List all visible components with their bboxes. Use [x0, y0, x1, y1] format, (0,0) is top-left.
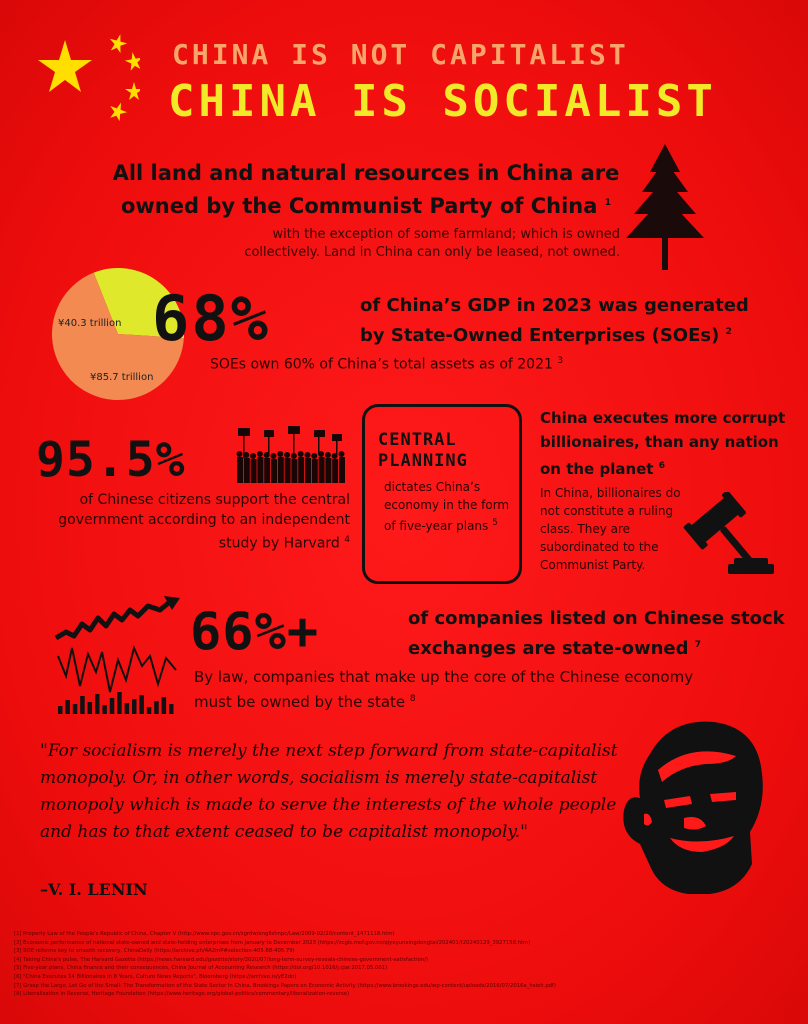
lenin-portrait: [610, 714, 778, 898]
stocks-percent: 66%+: [190, 602, 320, 662]
land-headline: All land and natural resources in China are owned by the Communist Party of China $^1$: [112, 161, 620, 218]
reference-item: [6] "China Executes 14 Billionaires in 8 Years, Culture News Reports", Bloomberg (https://archive.is/yE2dn): [14, 973, 297, 980]
title-line-1: CHINA IS NOT CAPITALIST: [172, 38, 629, 71]
central-planning-title: CENTRAL PLANNING: [378, 430, 468, 471]
title-line-2: CHINA IS SOCIALIST: [168, 76, 717, 127]
stocks-subtext: By law, companies that make up the core of the Chinese economy must be owned by the state $^8$: [194, 668, 694, 711]
reference-item: [8] Liberalization in Reverse, Heritage Foundation (https://www.heritage.org/global-politics/commentary/liberalization-reverse): [14, 991, 350, 998]
support-percent: 95.5%: [36, 432, 186, 488]
pie-label-1: ¥40.3 trillion: [58, 318, 122, 329]
reference-item: [2] Economic performance of national state-owned and state-holding enterprises from January to December 2023 (https://zcgls.mof.gov.cn/qiyeyunxingdongtai/202401/t20240129_3927158.htm): [14, 939, 531, 946]
stocks-headline: of companies listed on Chinese stock exchanges are state-owned $^7$: [408, 608, 785, 659]
pie-label-2: ¥85.7 trillion: [90, 372, 154, 383]
reference-item: [4] Taking China's pulse, The Harvard Gazette (https://news.harvard.edu/gazette/story/2020/07/long-term-survey-reveals-chinese-government-satisfaction/): [14, 956, 428, 963]
reference-item: [7] Grasp the Large, Let Go of the Small: The Transformation of the State Sector in China, Brookings Papers on Economic Activity (https://www.brookings.edu/wp-content/uploads/2016/07/2016a_hsieh.pdf): [14, 982, 556, 989]
land-subtext: with the exception of some farmland; which is owned collectively. Land in China can only be leased, not owned.: [244, 227, 620, 260]
billionaires-text: In China, billionaires do not constitute a ruling class. They are subordinated to the Communist Party.: [540, 486, 681, 572]
lenin-quote: "For socialism is merely the next step forward from state-capitalist monopoly. Or, in other words, socialism is merely state-capitalist monopoly which is made to serve the interests of the whole people and has to that extent ceased to be capitalist monopoly.": [40, 741, 618, 842]
reference-item: [1] Property Law of the People's Republic of China, Chapter V (http://www.npc.gov.cn/zgrdw/englishnpc/Law/2009-02/20/content_1471118.htm): [14, 931, 395, 937]
quote-author: –V. I. LENIN: [40, 880, 148, 899]
central-planning-text: dictates China’s economy in the form of five-year plans $^5$: [384, 480, 510, 533]
stock-chart-icon: [52, 596, 182, 716]
gdp-percent: 68%: [152, 282, 270, 355]
reference-item: [3] SOE reforms key to smooth recovery, ChinaDaily (https://archive.ph/4A2mP#selection-405.68-405.79): [14, 948, 295, 955]
protest-crowd-icon: [234, 426, 346, 484]
gdp-subtext: SOEs own 60% of China’s total assets as of 2021 $^3$: [210, 356, 564, 373]
gdp-headline: of China’s GDP in 2023 was generated by State-Owned Enterprises (SOEs) $^2$: [360, 295, 749, 346]
reference-item: [5] Five-year plans, China finance and their consequences, China Journal of Accounting Research (https://doi.org/10.1016/j.cjar.2017.05.001): [14, 965, 388, 972]
gavel-icon: [672, 492, 782, 582]
star-icon: [30, 30, 140, 125]
billionaires-headline: China executes more corrupt billionaires, than any nation on the planet $^6$: [540, 409, 786, 478]
support-text: of Chinese citizens support the central government according to an independent study by Harvard $^4$: [58, 492, 350, 552]
references-list: [14, 930, 794, 999]
tree-icon: [620, 140, 710, 272]
